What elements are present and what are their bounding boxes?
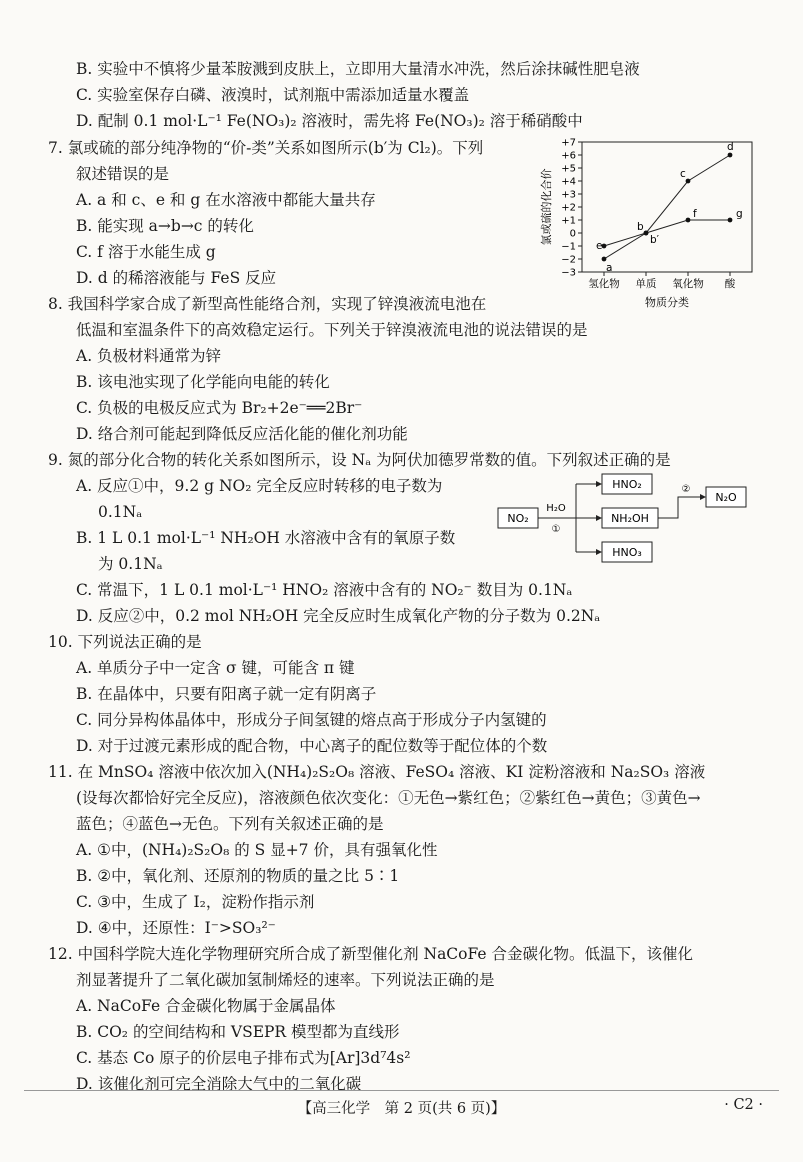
q11-option-b: B. ②中，氧化剂、还原剂的物质的量之比 5∶1: [76, 867, 400, 885]
nitrogen-conversion-diagram: [496, 470, 756, 570]
q9-option-a-cont: 0.1Nₐ: [98, 503, 143, 521]
point-d: [728, 153, 733, 158]
y-tick-label: 0: [569, 228, 576, 240]
point-label: b′: [650, 234, 660, 246]
node-n2o: N₂O: [715, 491, 737, 504]
x-tick-label: 单质: [635, 278, 657, 290]
q10-option-a: A. 单质分子中一定含 σ 键，可能含 π 键: [76, 659, 355, 677]
q12-stem-cont: 剂显著提升了二氧化碳加氢制烯烃的速率。下列说法正确的是: [76, 971, 495, 989]
q11-stem-cont1: (设每次都恰好完全反应)，溶液颜色依次变化：①无色→紫红色；②紫红色→黄色；③黄色→: [76, 789, 701, 807]
q7-option-d: D. d 的稀溶液能与 FeS 反应: [76, 269, 277, 287]
page-code: · C2 ·: [724, 1097, 763, 1113]
y-tick-label: −2: [561, 254, 576, 266]
y-tick-label: +5: [561, 163, 576, 175]
point-g: [728, 218, 733, 223]
x-tick-label: 氢化物: [588, 278, 620, 290]
x-tick-label: 酸: [724, 278, 736, 290]
y-tick-label: +2: [561, 202, 576, 214]
y-tick-label: +7: [561, 137, 576, 149]
series-line-1: [604, 155, 730, 259]
q9-stem: 9. 氮的部分化合物的转化关系如图所示，设 Nₐ 为阿伏加德罗常数的值。下列叙述正确的是: [48, 451, 671, 469]
q11-option-d: D. ④中，还原性：I⁻>SO₃²⁻: [76, 919, 276, 937]
q12-stem: 12. 中国科学院大连化学物理研究所合成了新型催化剂 NaCoFe 合金碳化物。低温下，该催化: [48, 945, 694, 963]
q8-option-a: A. 负极材料通常为锌: [76, 347, 222, 365]
q7-stem: 7. 氯或硫的部分纯净物的“价-类”关系如图所示(b′为 Cl₂)。下列: [48, 139, 484, 157]
q7-option-b: B. 能实现 a→b→c 的转化: [76, 217, 254, 235]
q12-option-b: B. CO₂ 的空间结构和 VSEPR 模型都为直线形: [76, 1023, 400, 1041]
arrowhead-hno2: [596, 481, 602, 487]
point-label: b: [637, 221, 644, 233]
q12-option-d: D. 该催化剂可完全消除大气中的二氧化碳: [76, 1075, 362, 1093]
q9-option-b: B. 1 L 0.1 mol·L⁻¹ NH₂OH 水溶液中含有的氧原子数: [76, 529, 456, 547]
y-tick-label: −3: [561, 267, 576, 279]
q11-option-c: C. ③中，生成了 I₂，淀粉作指示剂: [76, 893, 315, 911]
node-no2: NO₂: [507, 512, 529, 525]
point-label: g: [736, 208, 743, 220]
node-nh2oh: NH₂OH: [611, 512, 649, 525]
point-label: c: [680, 168, 686, 180]
edge-label-h2o: H₂O: [546, 503, 566, 514]
page-footer: 【高三化学 第 2 页(共 6 页)】: [297, 1101, 506, 1117]
y-tick-label: +3: [561, 189, 576, 201]
q8-option-d: D. 络合剂可能起到降低反应活化能的催化剂功能: [76, 425, 408, 443]
node-hno2: HNO₂: [612, 478, 642, 491]
arrowhead-n2o: [700, 494, 706, 500]
point-label: a: [606, 262, 613, 274]
y-tick-label: +6: [561, 150, 576, 162]
q7-option-a: A. a 和 c、e 和 g 在水溶液中都能大量共存: [76, 191, 376, 209]
q10-stem: 10. 下列说法正确的是: [48, 633, 202, 651]
q7-stem-cont: 叙述错误的是: [76, 165, 170, 183]
y-tick-label: −1: [561, 241, 576, 253]
x-axis-label: 物质分类: [645, 296, 689, 309]
q10-option-c: C. 同分异构体晶体中，形成分子间氢键的熔点高于形成分子内氢键的: [76, 711, 547, 729]
q9-option-d: D. 反应②中，0.2 mol NH₂OH 完全反应时生成氧化产物的分子数为 0.2Nₐ: [76, 607, 601, 625]
y-axis-label: 氯或硫的化合价: [540, 168, 553, 246]
series-line-2: [604, 220, 730, 246]
q9-option-c: C. 常温下，1 L 0.1 mol·L⁻¹ HNO₂ 溶液中含有的 NO₂⁻ 数目为 0.1Nₐ: [76, 581, 573, 599]
q8-stem-cont: 低温和室温条件下的高效稳定运行。下列关于锌溴液流电池的说法错误的是: [76, 321, 588, 339]
q6-option-c: C. 实验室保存白磷、液溴时，试剂瓶中需添加适量水覆盖: [76, 86, 470, 104]
edge-label-2: ②: [681, 484, 691, 495]
point-label: e: [596, 240, 603, 252]
q8-stem: 8. 我国科学家合成了新型高性能络合剂，实现了锌溴液流电池在: [48, 295, 487, 313]
point-c: [686, 179, 691, 184]
q11-option-a: A. ①中，(NH₄)₂S₂O₈ 的 S 显+7 价，具有强氧化性: [76, 841, 438, 859]
q12-option-c: C. 基态 Co 原子的价层电子排布式为[Ar]3d⁷4s²: [76, 1049, 411, 1067]
arrowhead-hno3: [596, 549, 602, 555]
q11-stem: 11. 在 MnSO₄ 溶液中依次加入(NH₄)₂S₂O₈ 溶液、FeSO₄ 溶液、KI 淀粉溶液和 Na₂SO₃ 溶液: [48, 763, 706, 781]
point-b′: [644, 231, 649, 236]
q8-option-b: B. 该电池实现了化学能向电能的转化: [76, 373, 330, 391]
q9-option-a: A. 反应①中，9.2 g NO₂ 完全反应时转移的电子数为: [76, 477, 443, 495]
q11-stem-cont2: 蓝色；④蓝色→无色。下列有关叙述正确的是: [76, 815, 384, 833]
q12-option-a: A. NaCoFe 合金碳化物属于金属晶体: [76, 997, 336, 1015]
point-a: [602, 257, 607, 262]
arrowhead-nh2oh: [596, 515, 602, 521]
footer-divider: [24, 1090, 779, 1091]
node-hno3: HNO₃: [612, 546, 642, 559]
edge-label-1: ①: [551, 524, 561, 535]
valence-class-chart: [530, 132, 770, 312]
q8-option-c: C. 负极的电极反应式为 Br₂+2e⁻══2Br⁻: [76, 399, 363, 417]
q6-option-b: B. 实验中不慎将少量苯胺溅到皮肤上，立即用大量清水冲洗，然后涂抹碱性肥皂液: [76, 60, 640, 78]
edge-nh2oh-n2o: [658, 497, 700, 518]
y-tick-label: +4: [561, 176, 576, 188]
q6-option-d: D. 配制 0.1 mol·L⁻¹ Fe(NO₃)₂ 溶液时，需先将 Fe(NO₃)₂ 溶于稀硝酸中: [76, 112, 583, 130]
q10-option-b: B. 在晶体中，只要有阳离子就一定有阴离子: [76, 685, 377, 703]
point-f: [686, 218, 691, 223]
q7-option-c: C. f 溶于水能生成 g: [76, 243, 216, 261]
x-tick-label: 氧化物: [672, 278, 704, 290]
y-tick-label: +1: [561, 215, 576, 227]
point-label: d: [727, 141, 734, 153]
q10-option-d: D. 对于过渡元素形成的配合物，中心离子的配位数等于配位体的个数: [76, 737, 548, 755]
q9-option-b-cont: 为 0.1Nₐ: [98, 555, 163, 573]
point-label: f: [693, 208, 697, 220]
